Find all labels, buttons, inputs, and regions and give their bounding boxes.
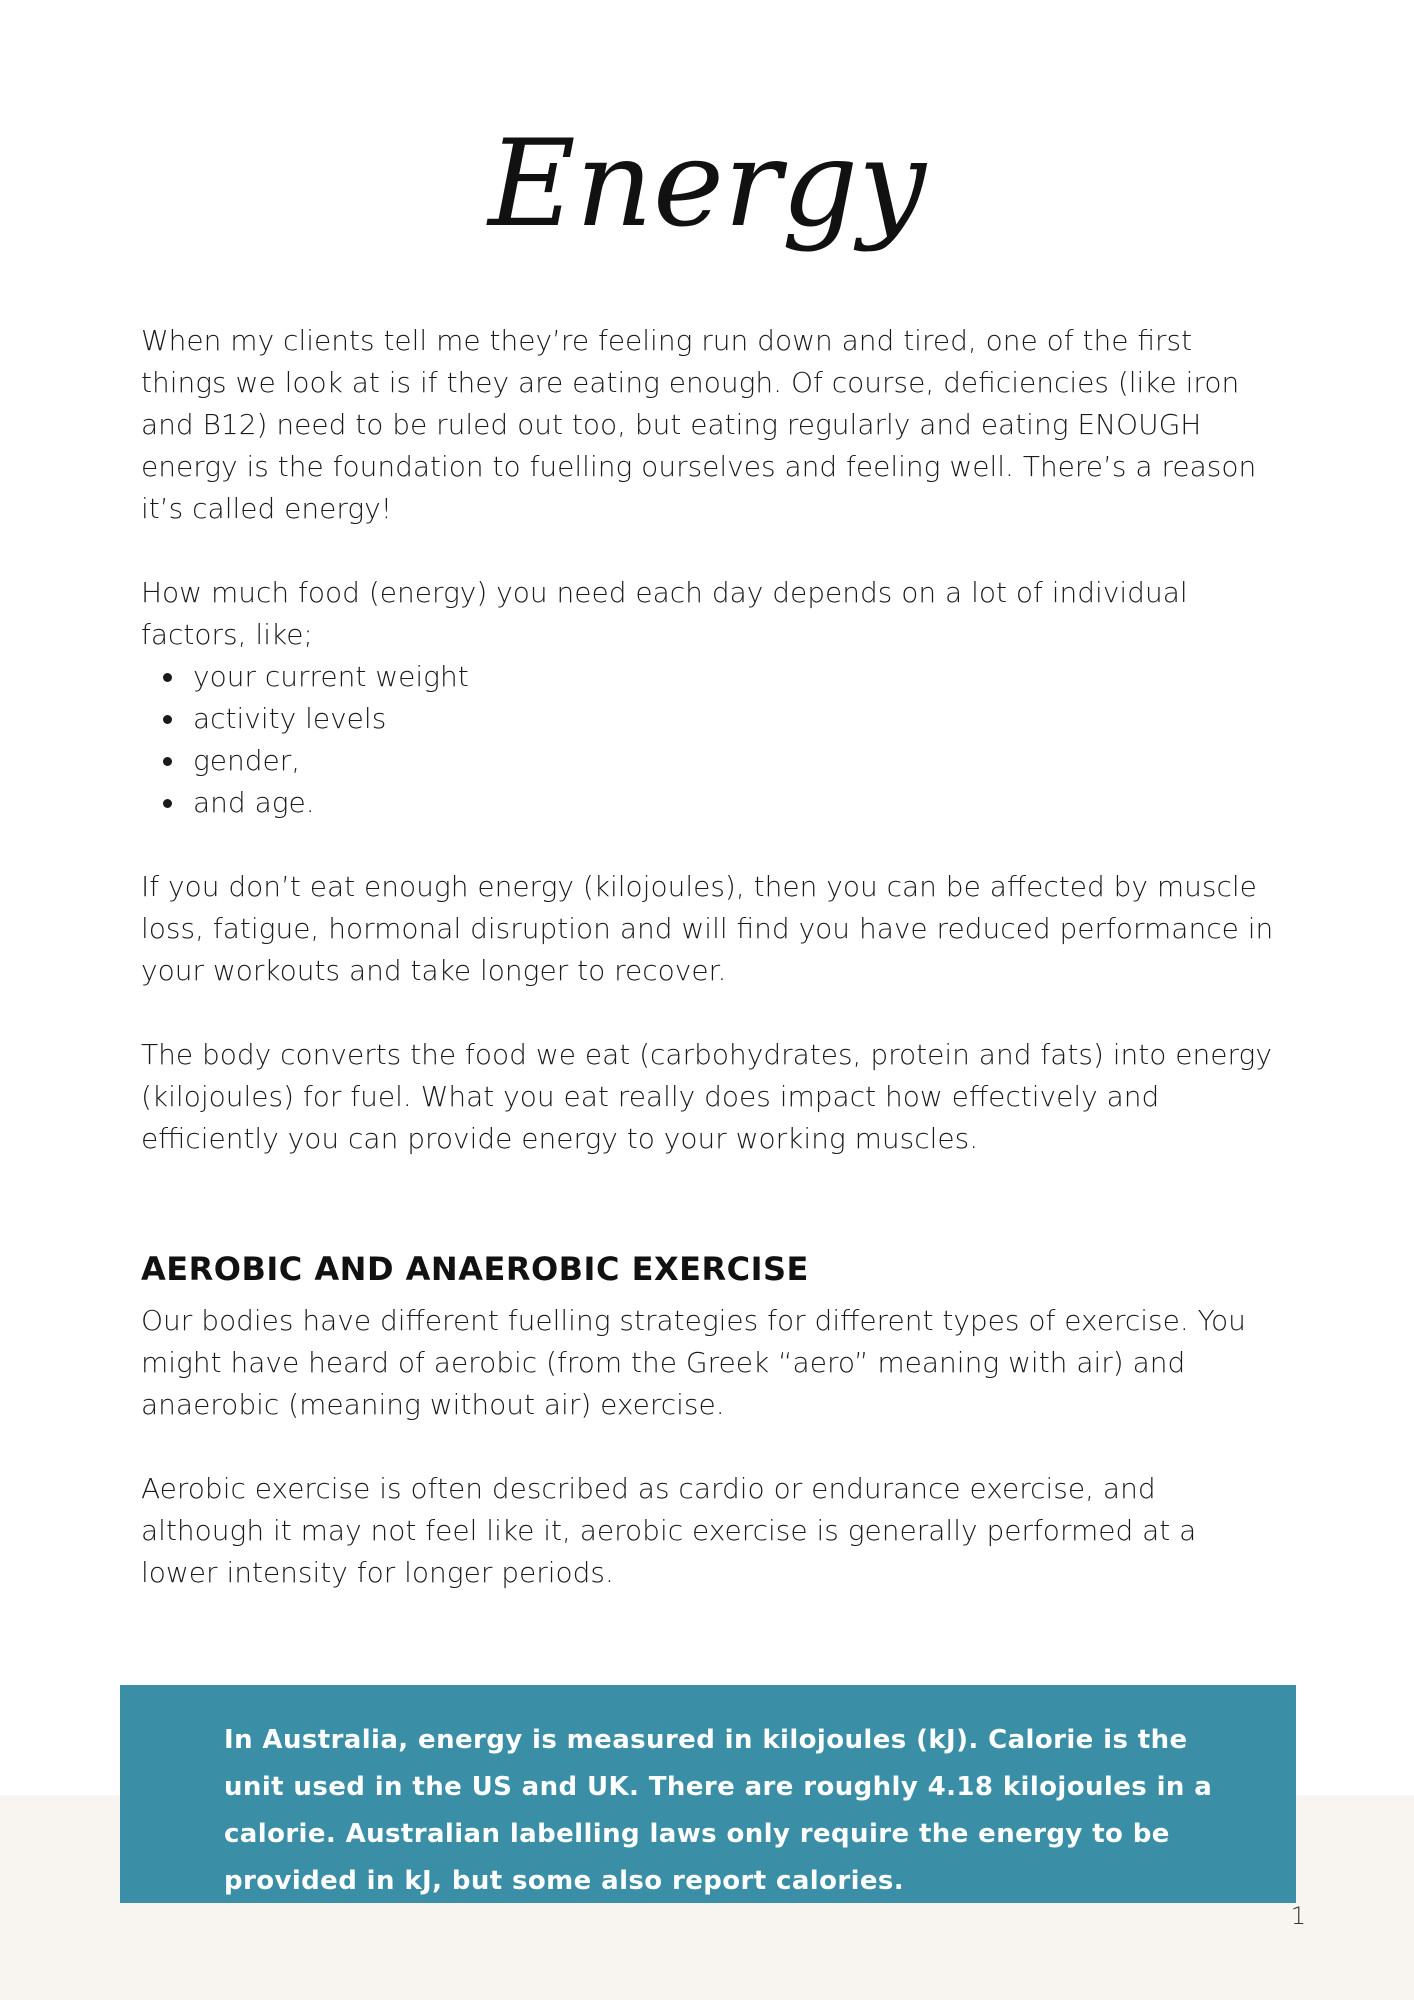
section-heading: AEROBIC AND ANAEROBIC EXERCISE bbox=[141, 1250, 809, 1288]
section-paragraph-1: Our bodies have different fuelling strategies for different types of exercise. You might have heard of aerobic (from the Greek “aero” meaning with air) and anaerobic (meaning without air) exercise. bbox=[141, 1304, 1246, 1421]
intro-paragraph-2: How much food (energy) you need each day depends on a lot of individual factors, like; bbox=[141, 576, 1188, 651]
intro-paragraph-4: The body converts the food we eat (carbohydrates, protein and fats) into energy (kilojoules) for fuel. What you eat really does impact how effectively and efficiently you can provide energy to your working muscles. bbox=[141, 1038, 1272, 1155]
list-item: and age. bbox=[193, 782, 1281, 824]
list-item: gender, bbox=[193, 740, 1281, 782]
page-number: 1 bbox=[1290, 1902, 1306, 1930]
intro-paragraph-3: If you don’t eat enough energy (kilojoules), then you can be affected by muscle loss, fatigue, hormonal disruption and will find you have reduced performance in your workouts and take longer to recover. bbox=[141, 870, 1274, 987]
list-item: activity levels bbox=[193, 698, 1281, 740]
info-callout-text: In Australia, energy is measured in kilojoules (kJ). Calorie is the unit used in the US and UK. There are roughly 4.18 kilojoules in a calorie. Australian labelling laws only require the energy to be provided in kJ, but some also report calories. bbox=[224, 1725, 1213, 1896]
page-title: Energy bbox=[488, 115, 926, 254]
intro-paragraph-1: When my clients tell me they’re feeling run down and tired, one of the first things we look at is if they are eating enough. Of course, deficiencies (like iron and B12) need to be ruled out too, but eating regularly and eating ENOUGH energy is the foundation to fuelling ourselves and feeling well. There’s a reason it’s called energy! bbox=[141, 324, 1257, 525]
info-callout-box bbox=[120, 1685, 1296, 1903]
section-paragraph-2: Aerobic exercise is often described as cardio or endurance exercise, and although it may not feel like it, aerobic exercise is generally performed at a lower intensity for longer periods. bbox=[141, 1472, 1197, 1589]
list-item: your current weight bbox=[193, 656, 1281, 698]
factors-list bbox=[141, 656, 1281, 824]
main-content bbox=[141, 320, 1281, 1594]
